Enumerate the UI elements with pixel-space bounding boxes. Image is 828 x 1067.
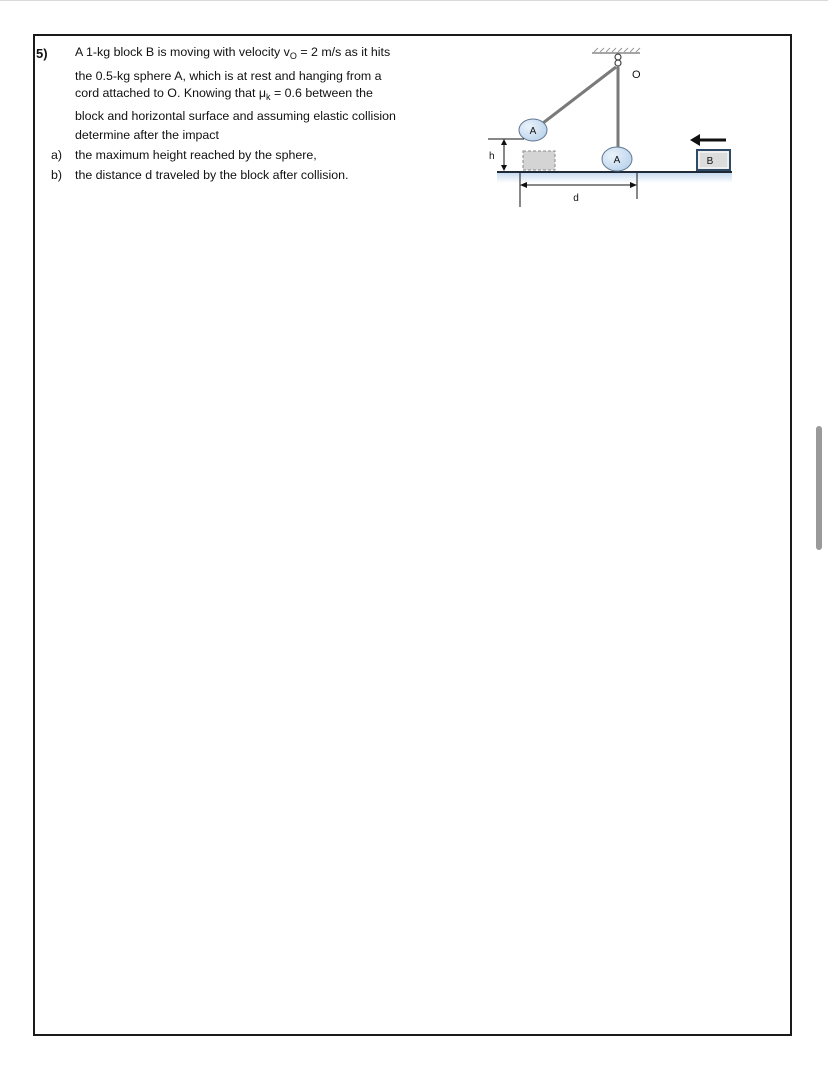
pendulum-diagram [480, 40, 740, 215]
ceiling-support [592, 48, 640, 53]
sphere-raised-label: A [529, 126, 537, 137]
problem-line-2: the 0.5-kg sphere A, which is at rest and hanging from a [75, 69, 382, 83]
problem-line-5: determine after the impact [75, 128, 219, 142]
sphere-rest-label: A [613, 155, 621, 166]
problem-line-1: A 1-kg block B is moving with velocity $v_O = 2$ m/s as it hits [75, 45, 391, 61]
problem-line-3: cord attached to O. Knowing that $\mu_k = 0.6$ between the [75, 86, 373, 102]
pivot-icon [615, 54, 621, 66]
vertical-scrollbar[interactable] [816, 426, 822, 550]
velocity-arrow-icon [690, 134, 726, 146]
pivot-label: O [632, 69, 641, 81]
problem-line-4: block and horizontal surface and assuming elastic collision [75, 109, 396, 123]
distance-label: d [573, 193, 579, 204]
part-b-text: the distance d traveled by the block after collision. [75, 168, 349, 182]
height-arrow-up-icon [501, 139, 507, 145]
height-arrow-down-icon [501, 165, 507, 171]
part-a-label: a) [51, 148, 63, 162]
height-label: h [489, 151, 495, 162]
part-b-label: b) [51, 168, 63, 182]
swung-cord [543, 67, 616, 123]
block-b [697, 150, 730, 170]
top-divider [0, 0, 828, 1]
part-a-text: the maximum height reached by the sphere, [75, 148, 317, 162]
problem-number: 5) [36, 46, 48, 61]
block-final-position [523, 151, 555, 170]
block-b-label: B [706, 156, 714, 167]
